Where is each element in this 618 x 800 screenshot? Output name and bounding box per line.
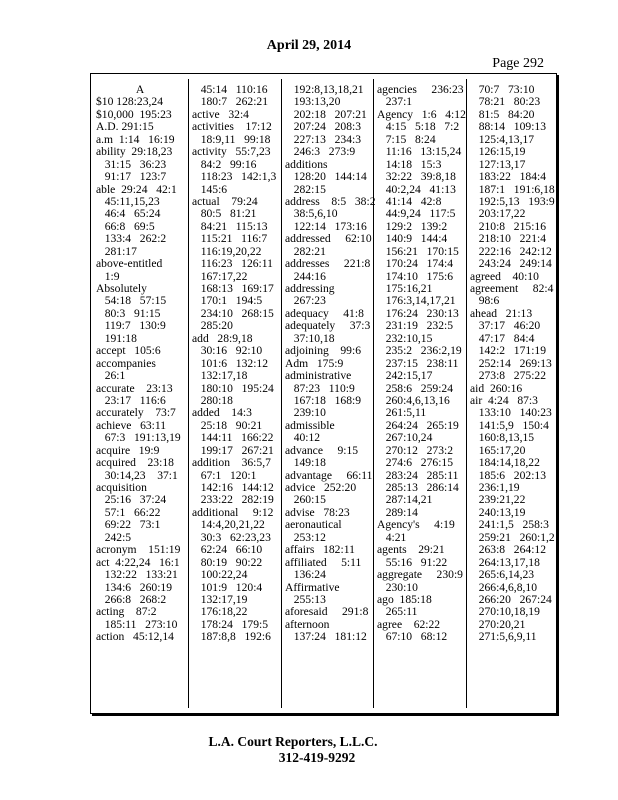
index-entry-line: acquire 19:9 [96,443,160,457]
index-entry-line: 127:13,17 [470,157,526,171]
index-entry-line: able 29:24 42:1 [96,182,177,196]
index-entry-line: 234:10 268:15 [192,306,274,320]
index-entry-line: 132:22 133:21 [96,568,178,582]
index-entry-line: $10 128:23,24 [96,95,163,109]
index-entry-line: addition 36:5,7 [192,456,271,470]
index-entry-line: 244:16 [285,269,326,283]
index-entry-line: 174:10 175:6 [377,269,454,283]
index-entry-line: 260:15 [285,493,326,507]
index-entry-line: 175:16,21 [377,282,433,295]
index-entry-line: 176:3,14,17,21 [377,294,456,308]
transcript-date: April 29, 2014 [266,38,352,53]
index-entry-line: 236:1,19 [470,481,520,494]
index-entry-line: 18:9,11 99:18 [192,132,271,146]
index-entry-line: aggregate 230:9 [377,568,463,582]
index-entry-line: 67:10 68:12 [377,630,448,644]
index-entry-line: 62:24 66:10 [192,543,263,557]
index-entry-line: admissible [285,418,335,432]
index-entry-line: additions [285,157,328,171]
index-entry-line: 37:10,18 [285,331,335,345]
index-entry-line: 237:1 [377,95,413,109]
index-entry-line: 270:12 273:2 [377,443,454,457]
index-entry-line: 239:21,22 [470,493,526,507]
index-entry-line: 193:13,20 [285,95,341,109]
index-entry-line: 30:3 62:23,23 [192,530,271,544]
index-entry-line: 67:1 120:1 [192,468,257,482]
index-entry-line: 185:6 202:13 [470,468,547,482]
index-entry-line: 129:2 139:2 [377,219,448,233]
index-entry-line: 168:13 169:17 [192,282,274,295]
index-entry-line: 140:9 144:4 [377,232,448,246]
index-entry-line: 137:24 181:12 [285,630,367,644]
index-entry-line: action 45:12,14 [96,630,174,644]
index-entry-line: administrative [285,369,352,383]
index-entry-line: 40:12 [285,431,321,445]
index-entry-line: air 4:24 87:3 [470,393,538,407]
index-entry-line: 240:13,19 [470,505,526,519]
index-entry-line: 40:2,24 41:13 [377,182,456,196]
index-entry-line: 116:23 126:11 [192,257,273,271]
index-entry-line: 266:8 268:2 [96,592,167,606]
index-entry-line: agreement 82:4 [470,282,554,295]
index-entry-line: 1:9 [96,269,120,283]
index-entry-line: 26:1 [96,369,126,383]
index-entry-line: 237:15 238:11 [377,356,459,370]
index-entry-line: 4:15 5:18 7:2 [377,120,460,134]
index-entry-line: 264:13,17,18 [470,555,540,569]
index-entry-line: above-entitled [96,257,163,271]
index-entry-line: advance 9:15 [285,443,359,457]
index-entry-line: 30:14,23 37:1 [96,468,178,482]
index-entry-line: 192:5,13 193:9 [470,194,555,208]
index-entry-line: 285:20 [192,319,233,333]
index-entry-line: 289:14 [377,505,418,519]
index-entry-line: 133:10 140:23 [470,406,552,420]
column-divider [188,79,189,708]
index-entry-line: afternoon [285,617,330,631]
index-entry-line: 133:4 262:2 [96,232,167,246]
index-entry-line: ability 29:18,23 [96,145,173,159]
index-entry-line: 128:20 144:14 [285,170,367,184]
index-entry-line: 167:17,22 [192,269,248,283]
index-entry-line: 255:13 [285,592,326,606]
index-entry-line: 165:17,20 [470,443,526,457]
index-entry-line: 145:6 [192,182,228,196]
index-entry-line: Agency's 4:19 [377,518,455,532]
index-entry-line: 258:6 259:24 [377,381,454,395]
index-entry-line: 185:11 273:10 [96,617,178,631]
index-entry-line: add 28:9,18 [192,331,253,345]
index-column-3 [285,83,376,644]
index-entry-line: 45:14 110:16 [192,83,268,96]
index-entry-line: advice 252:20 [285,481,357,494]
index-entry-line: 101:6 132:12 [192,356,269,370]
index-entry-line: 46:4 65:24 [96,207,161,221]
index-entry-line: 4:21 [377,530,407,544]
index-entry-line: A.D. 291:15 [96,120,154,134]
index-entry-line: 142:16 144:12 [192,481,274,494]
index-entry-line: 210:8 215:16 [470,219,547,233]
index-entry-line: 260:4,6,13,16 [377,393,450,407]
index-entry-line: affairs 182:11 [285,543,355,557]
index-entry-line: 273:8 275:22 [470,369,547,383]
index-entry-line: 88:14 109:13 [470,120,547,134]
index-entry-line: aeronautical [285,518,342,532]
index-entry-line: 218:10 221:4 [470,232,547,246]
index-entry-line: adjoining 99:6 [285,344,361,358]
index-entry-line: 66:8 69:5 [96,219,155,233]
index-entry-line: 67:3 191:13,19 [96,431,181,445]
index-box [90,73,557,714]
index-entry-line: 183:22 184:4 [470,170,547,184]
index-entry-line: 283:24 285:11 [377,468,459,482]
index-entry-line: ahead 21:13 [470,306,533,320]
index-entry-line: a.m 1:14 16:19 [96,132,175,146]
index-entry-line: 14:18 15:3 [377,157,442,171]
index-entry-line: 132:17,18 [192,369,248,383]
index-entry-line: 116:19,20,22 [192,244,262,258]
index-entry-line: addresses 221:8 [285,257,371,271]
index-entry-line: 191:18 [96,331,137,345]
index-entry-line: 38:5,6,10 [285,207,338,221]
index-entry-line: agreed 40:10 [470,269,539,283]
index-entry-line: Agency 1:6 4:12 [377,107,466,121]
index-entry-line: Adm 175:9 [285,356,344,370]
index-entry-line: 246:3 273:9 [285,145,356,159]
index-entry-line: 44:9,24 117:5 [377,207,456,221]
index-entry-line: 84:2 99:16 [192,157,257,171]
index-entry-line: 32:22 39:8,18 [377,170,456,184]
index-entry-line: address 8:5 38:2 [285,194,376,208]
index-entry-line: 178:24 179:5 [192,617,269,631]
index-entry-line: 70:7 73:10 [470,83,535,96]
index-entry-line: 80:5 81:21 [192,207,257,221]
index-entry-line: accurately 73:7 [96,406,176,420]
index-entry-line: 281:17 [96,244,137,258]
index-entry-line: acronym 151:19 [96,543,181,557]
index-entry-line: 282:21 [285,244,326,258]
index-entry-line: 282:15 [285,182,326,196]
index-entry-line: adequately 37:3 [285,319,371,333]
index-entry-line: addressed 62:10 [285,232,372,246]
index-entry-line: 184:14,18,22 [470,456,540,470]
index-entry-line: 259:21 260:1,2 [470,530,555,544]
index-entry-line: 23:17 116:6 [96,393,166,407]
index-entry-line: 101:9 120:4 [192,580,263,594]
index-entry-line: A [135,83,145,96]
index-entry-line: 253:12 [285,530,326,544]
index-entry-line: 98:6 [470,294,500,308]
index-entry-line: accept 105:6 [96,344,161,358]
reporter-phone: 312-419-9292 [278,750,356,765]
index-entry-line: 100:22,24 [192,568,248,582]
index-entry-line: accurate 23:13 [96,381,173,395]
index-entry-line: 80:3 91:15 [96,306,161,320]
index-entry-line: 25:18 90:21 [192,418,263,432]
index-entry-line: 274:6 276:15 [377,456,454,470]
index-entry-line: 30:16 92:10 [192,344,263,358]
index-entry-line: 25:16 37:24 [96,493,167,507]
index-entry-line: 176:18,22 [192,605,248,619]
index-entry-line: 136:24 [285,568,326,582]
index-entry-line: agree 62:22 [377,617,441,631]
column-divider [281,79,282,708]
index-entry-line: 134:6 260:19 [96,580,173,594]
index-entry-line: 81:5 84:20 [470,107,535,121]
index-entry-line: accompanies [96,356,156,370]
index-entry-line: 57:1 66:22 [96,505,161,519]
index-entry-line: Affirmative [285,580,340,594]
index-column-1 [96,84,184,644]
index-entry-line: 285:13 286:14 [377,481,459,494]
index-entry-line: 263:8 264:12 [470,543,547,557]
index-entry-line: 271:5,6,9,11 [470,630,537,644]
index-entry-line: 187:8,8 192:6 [192,630,271,644]
index-entry-line: agencies 236:23 [377,83,464,96]
index-entry-line: 261:5,11 [377,406,427,420]
index-column-5 [470,84,558,644]
index-entry-line: 231:19 232:5 [377,319,454,333]
index-entry-line: 167:18 168:9 [285,393,362,407]
index-entry-line: 192:8,13,18,21 [285,83,364,96]
index-entry-line: 115:21 116:7 [192,232,268,246]
index-entry-line: acquired 23:18 [96,456,174,470]
index-entry-line: 266:4,6,8,10 [470,580,537,594]
index-entry-line: agents 29:21 [377,543,445,557]
index-entry-line: 91:17 123:7 [96,170,167,184]
index-entry-line: 11:16 13:15,24 [377,145,462,159]
index-entry-line: 270:20,21 [470,617,526,631]
index-entry-line: 199:17 267:21 [192,443,274,457]
index-entry-line: 235:2 236:2,19 [377,344,462,358]
index-entry-line: 69:22 73:1 [96,518,161,532]
index-entry-line: 202:18 207:21 [285,107,367,121]
index-entry-line: 122:14 173:16 [285,219,367,233]
index-entry-line: 232:10,15 [377,331,433,345]
index-entry-line: 265:11 [377,605,418,619]
index-entry-line: 233:22 282:19 [192,493,274,507]
index-column-4 [377,84,465,644]
index-entry-line: 80:19 90:22 [192,555,263,569]
index-entry-line: 31:15 36:23 [96,157,167,171]
index-entry-line: activities 17:12 [192,120,272,134]
index-entry-line: 55:16 91:22 [377,555,448,569]
index-entry-line: activity 55:7,23 [192,145,271,159]
index-entry-line: acting 87:2 [96,605,157,619]
index-column-2 [192,84,280,644]
index-entry-line: 180:10 195:24 [192,381,274,395]
index-entry-line: 203:17,22 [470,207,526,221]
index-entry-line: 132:17,19 [192,592,248,606]
index-entry-line: 118:23 142:1,3 [192,170,277,184]
index-entry-line: 265:6,14,23 [470,568,535,582]
index-entry-line: 270:10,18,19 [470,605,540,619]
index-entry-line: 230:10 [377,580,418,594]
index-entry-line: 243:24 249:14 [470,257,552,271]
index-entry-line: additional 9:12 [192,505,274,519]
index-entry-line: 252:14 269:13 [470,356,552,370]
index-entry-line: 126:15,19 [470,145,526,159]
index-entry-line: 242:5 [96,530,132,544]
index-entry-line: 264:24 265:19 [377,418,459,432]
index-entry-line: 7:15 8:24 [377,132,436,146]
index-entry-line: 239:10 [285,406,326,420]
index-entry-line: 84:21 115:13 [192,219,268,233]
index-entry-line: 267:10,24 [377,431,433,445]
index-entry-line: 144:11 166:22 [192,431,274,445]
index-entry-line: 280:18 [192,393,233,407]
index-entry-line: achieve 63:11 [96,418,167,432]
index-entry-line: 267:23 [285,294,326,308]
index-entry-line: 141:5,9 150:4 [470,418,549,432]
index-entry-line: 180:7 262:21 [192,95,269,109]
index-entry-line: aid 260:16 [470,381,523,395]
index-entry-line: 176:24 230:13 [377,306,459,320]
index-entry-line: 170:1 194:5 [192,294,263,308]
index-entry-line: 45:11,15,23 [96,194,160,208]
index-entry-line: acquisition [96,481,147,494]
index-entry-line: 170:24 174:4 [377,257,454,271]
index-entry-line: aforesaid 291:8 [285,605,369,619]
index-entry-line: 266:20 267:24 [470,592,552,606]
index-entry-line: 14:4,20,21,22 [192,518,265,532]
index-entry-line: 37:17 46:20 [470,319,541,333]
index-entry-line: 207:24 208:3 [285,120,362,134]
index-entry-line: 142:2 171:19 [470,344,547,358]
index-entry-line: actual 79:24 [192,194,258,208]
index-entry-line: 187:1 191:6,18 [470,182,555,196]
index-entry-line: 41:14 42:8 [377,194,442,208]
index-entry-line: 149:18 [285,456,326,470]
index-entry-line: act 4:22,24 16:1 [96,555,180,569]
page-number: Page 292 [492,56,544,71]
index-entry-line: 227:13 234:3 [285,132,362,146]
index-entry-line: 125:4,13,17 [470,132,535,146]
index-entry-line: 242:15,17 [377,369,433,383]
index-entry-line: active 32:4 [192,107,249,121]
column-divider [373,79,374,708]
index-entry-line: 47:17 84:4 [470,331,535,345]
index-entry-line: advantage 66:11 [285,468,373,482]
index-entry-line: 54:18 57:15 [96,294,167,308]
reporter-company: L.A. Court Reporters, L.L.C. [208,734,378,749]
index-entry-line: affiliated 5:11 [285,555,362,569]
index-entry-line: Absolutely [96,282,147,295]
column-divider [466,79,467,708]
index-entry-line: 156:21 170:15 [377,244,459,258]
index-entry-line: $10,000 195:23 [96,107,172,121]
index-entry-line: added 14:3 [192,406,252,420]
index-entry-line: 287:14,21 [377,493,433,507]
index-entry-line: 87:23 110:9 [285,381,355,395]
index-entry-line: ago 185:18 [377,592,432,606]
index-entry-line: 160:8,13,15 [470,431,535,445]
index-entry-line: advise 78:23 [285,505,350,519]
index-entry-line: 78:21 80:23 [470,95,541,109]
index-entry-line: 241:1,5 258:3 [470,518,549,532]
index-entry-line: 119:7 130:9 [96,319,166,333]
index-entry-line: 222:16 242:12 [470,244,552,258]
index-entry-line: addressing [285,282,335,295]
index-entry-line: adequacy 41:8 [285,306,364,320]
